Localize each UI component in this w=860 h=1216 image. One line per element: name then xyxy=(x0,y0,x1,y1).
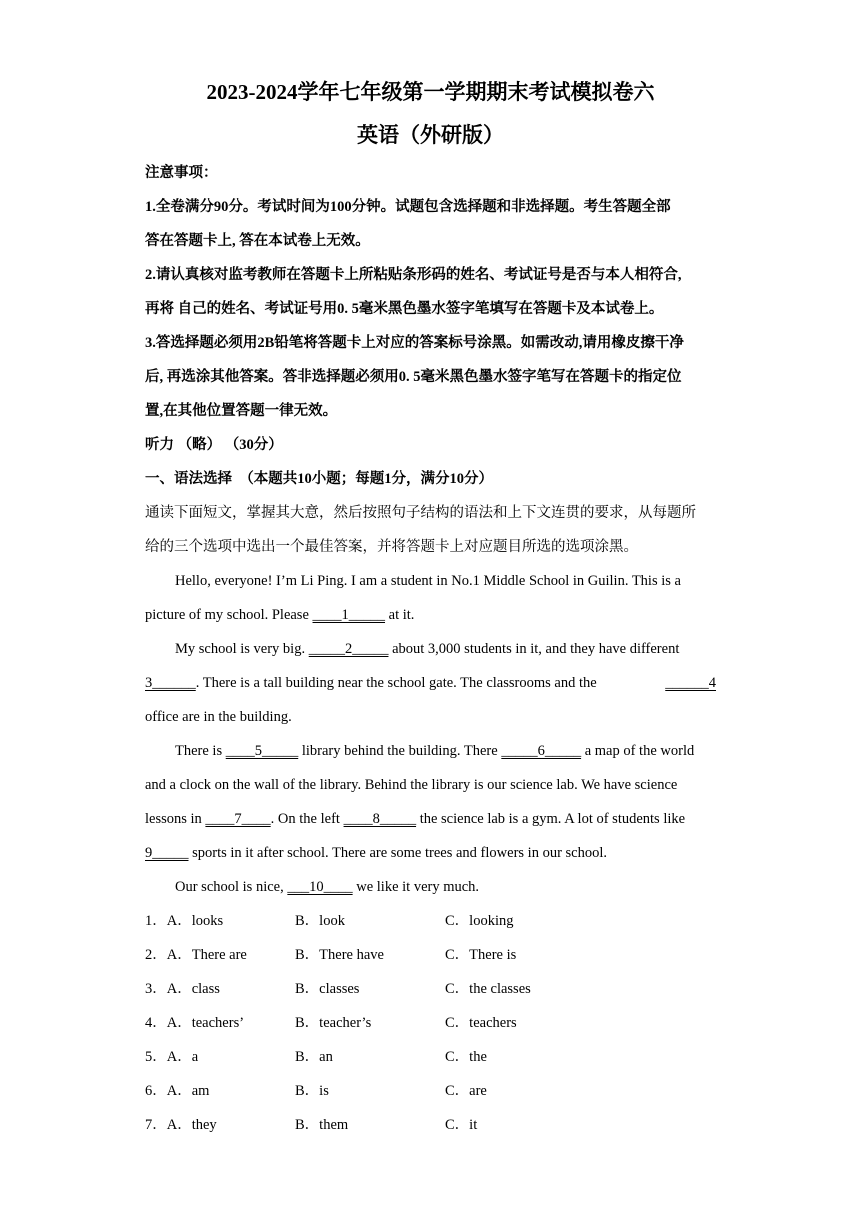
option-row xyxy=(145,1074,716,1108)
listening-section: 听力 （略） （30分） xyxy=(145,437,283,453)
blank-5: ____5_____ xyxy=(225,743,299,759)
note-3-line-3: 置,在其他位置答题一律无效。 xyxy=(145,403,338,419)
option-b: B．classes xyxy=(295,981,360,997)
passage-text: . There is a tall building near the school gate. The classrooms and the xyxy=(195,675,597,691)
passage-line xyxy=(145,836,716,870)
option-b: B．teacher’s xyxy=(295,1015,372,1031)
blank-8: ____8_____ xyxy=(343,811,417,827)
option-row xyxy=(145,1040,716,1074)
instructions-line-1: 通读下面短文，掌握其大意，然后按照句子结构的语法和上下文连贯的要求，从每题所 xyxy=(145,505,696,521)
section-1-heading: 一、语法选择 （本题共10小题；每题1分，满分10分） xyxy=(145,471,493,487)
passage-text: picture of my school. Please xyxy=(145,607,313,623)
passage-text: the science lab is a gym. A lot of students like xyxy=(416,811,686,827)
blank-6: _____6_____ xyxy=(501,743,582,759)
option-b: B．is xyxy=(295,1083,329,1099)
passage-text: a map of the world xyxy=(581,743,695,759)
note-2-line-2: 再将 自己的姓名、考试证号用0. 5毫米黑色墨水签字笔填写在答题卡及本试卷上。 xyxy=(145,301,664,317)
option-b: B．There have xyxy=(295,947,384,963)
passage-line xyxy=(145,734,716,768)
passage-line: and a clock on the wall of the library. Behind the library is our science lab. We have science xyxy=(145,777,678,793)
passage-line xyxy=(145,666,716,700)
passage-line xyxy=(145,632,716,666)
passage-text: My school is very big. xyxy=(175,641,309,657)
option-a: 4．A．teachers’ xyxy=(145,1015,245,1031)
option-a: 2．A．There are xyxy=(145,947,247,963)
passage-text: Hello, everyone! I’m Li Ping. I am a student in No.1 Middle School in Guilin. This is a xyxy=(175,573,681,589)
note-1-line-1: 1.全卷满分90分。考试时间为100分钟。试题包含选择题和非选择题。考生答题全部 xyxy=(145,199,671,215)
passage-text: at it. xyxy=(385,607,415,623)
option-b: B．look xyxy=(295,913,345,929)
notice-heading: 注意事项： xyxy=(145,165,218,181)
option-row xyxy=(145,1006,716,1040)
option-b: B．an xyxy=(295,1049,333,1065)
option-a: 5．A．a xyxy=(145,1049,199,1065)
option-b: B．them xyxy=(295,1117,349,1133)
instructions-line-2: 给的三个选项中选出一个最佳答案，并将答题卡上对应题目所选的选项涂黑。 xyxy=(145,539,638,555)
passage-line xyxy=(145,802,716,836)
passage-text: . On the left xyxy=(270,811,344,827)
blank-9: 9_____ xyxy=(145,845,189,861)
blank-7: ____7____ xyxy=(205,811,271,827)
option-row xyxy=(145,972,716,1006)
option-row xyxy=(145,1108,716,1142)
option-c: C．the classes xyxy=(445,981,531,997)
option-a: 1．A．looks xyxy=(145,913,224,929)
passage-text: There is xyxy=(175,743,226,759)
option-c: C．looking xyxy=(445,913,514,929)
passage-text: about 3,000 students in it, and they have different xyxy=(388,641,680,657)
passage-line xyxy=(145,598,716,632)
option-row xyxy=(145,904,716,938)
option-c: C．There is xyxy=(445,947,517,963)
passage-text: library behind the building. There xyxy=(298,743,502,759)
passage-text: we like it very much. xyxy=(352,879,480,895)
option-c: C．the xyxy=(445,1049,487,1065)
option-c: C．teachers xyxy=(445,1015,517,1031)
passage-line xyxy=(145,870,716,904)
option-row xyxy=(145,938,716,972)
passage-text: Our school is nice, xyxy=(175,879,288,895)
blank-10: ___10____ xyxy=(287,879,353,895)
blank-1: ____1_____ xyxy=(312,607,386,623)
note-3-line-2: 后, 再选涂其他答案。答非选择题必须用0. 5毫米黑色墨水签字笔写在答题卡的指定位 xyxy=(145,369,682,385)
passage-text: sports in it after school. There are some trees and flowers in our school. xyxy=(188,845,608,861)
exam-title: 2023-2024学年七年级第一学期期末考试模拟卷六 xyxy=(206,80,655,104)
option-a: 7．A．they xyxy=(145,1117,217,1133)
passage-text: lessons in xyxy=(145,811,206,827)
note-3-line-1: 3.答选择题必须用2B铅笔将答题卡上对应的答案标号涂黑。如需改动,请用橡皮擦干净 xyxy=(145,335,684,351)
option-a: 3．A．class xyxy=(145,981,220,997)
passage-line xyxy=(145,564,716,598)
exam-subtitle: 英语（外研版） xyxy=(357,123,504,147)
option-c: C．it xyxy=(445,1117,478,1133)
note-1-line-2: 答在答题卡上, 答在本试卷上无效。 xyxy=(145,233,370,249)
blank-2: _____2_____ xyxy=(308,641,389,657)
blank-3: 3______ xyxy=(145,675,196,691)
passage-line: office are in the building. xyxy=(145,709,292,725)
option-c: C．are xyxy=(445,1083,487,1099)
option-a: 6．A．am xyxy=(145,1083,210,1099)
note-2-line-1: 2.请认真核对监考教师在答题卡上所粘贴条形码的姓名、考试证号是否与本人相符合, xyxy=(145,267,682,283)
blank-4: ______4 xyxy=(665,675,716,691)
